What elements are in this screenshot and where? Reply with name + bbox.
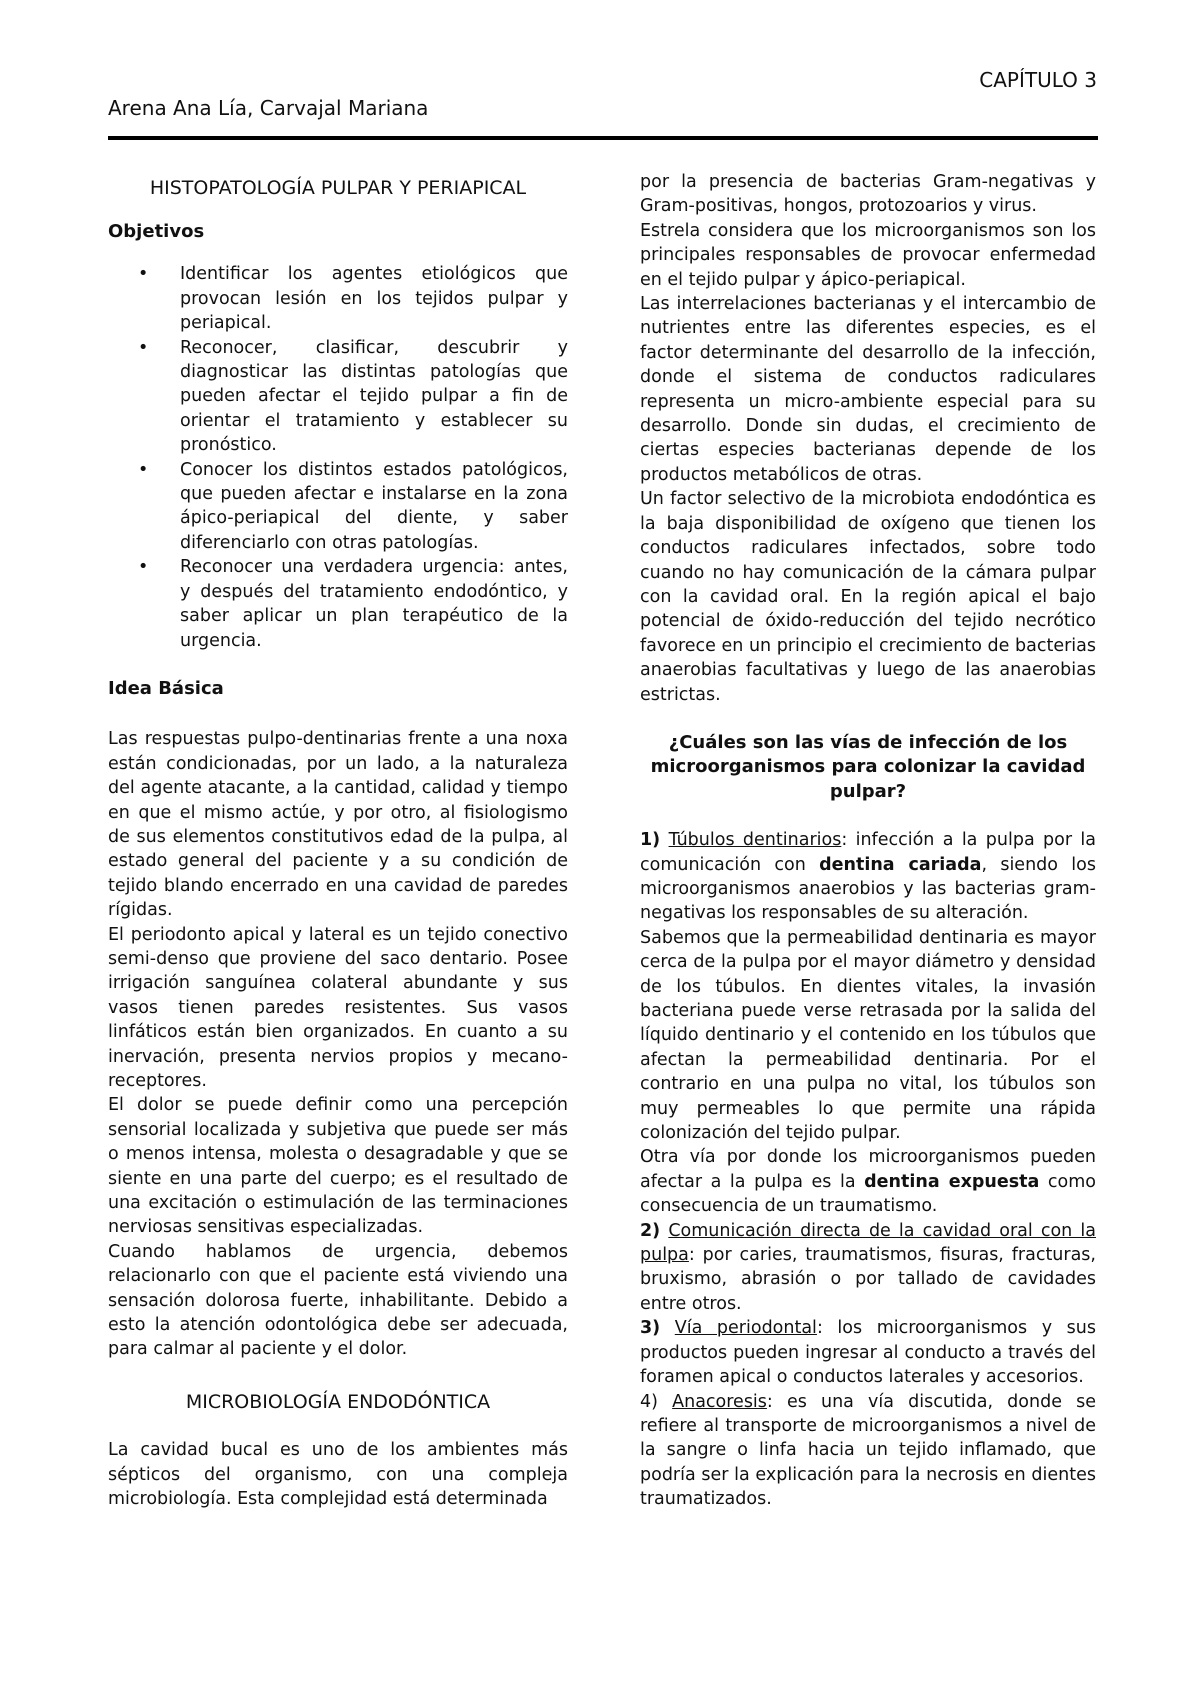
bullet-icon: • xyxy=(138,337,149,358)
route-item-1 xyxy=(640,828,1096,926)
chapter-label: CAPÍTULO 3 xyxy=(979,68,1097,92)
paragraph: La cavidad bucal es uno de los ambientes más sépticos del organismo, con una compleja microbiología. Esta complejidad está determinada xyxy=(108,1440,568,1510)
paragraph-exposed-dentin xyxy=(640,1145,1096,1218)
bullet-icon: • xyxy=(138,264,149,285)
bullet-icon: • xyxy=(138,557,149,578)
route-item-3 xyxy=(640,1316,1096,1389)
item-text: : por caries, traumatismos, fisuras, fracturas, bruxismo, abrasión o por tallado de cavidades entre otros. xyxy=(640,1245,1096,1314)
section-heading: MICROBIOLOGÍA ENDODÓNTICA xyxy=(185,1390,491,1413)
item-text: : infección a la pulpa por la comunicación con xyxy=(640,830,1096,875)
bold-term: dentina expuesta xyxy=(864,1171,1040,1192)
item-text: : los microorganismos y sus productos pueden ingresar al conducto a través del foramen apical o conductos laterales y accesorios. xyxy=(640,1318,1096,1388)
objetivos-heading: Objetivos xyxy=(108,221,205,242)
item-term: Túbulos dentinarios xyxy=(668,830,842,851)
item-number: 2) xyxy=(640,1220,661,1241)
objetivo-text: Reconocer, clasificar, descubrir y diagnosticar las distintas patologías que pueden afectar el tejido pulpar a fin de orientar el tratamiento y establecer su pronóstico. xyxy=(180,337,568,456)
bold-term: dentina cariada xyxy=(819,854,982,875)
objetivo-text: Conocer los distintos estados patológicos, que pueden afectar e instalarse en la zona ápico-periapical del diente, y saber diferenciarlo con otras patologías. xyxy=(180,459,568,553)
page-title: HISTOPATOLOGÍA PULPAR Y PERIAPICAL xyxy=(149,177,527,199)
question-heading: ¿Cuáles son las vías de infección de los microorganismos para colonizar la cavidad pulpar? xyxy=(650,731,1086,802)
paragraph: Las respuestas pulpo-dentinarias frente a una noxa están condicionadas, por un lado, a la naturaleza del agente atacante, a la cantidad, calidad y tiempo en que el mismo actúe, y por otro, al fisiologismo de sus elementos constitutivos edad de la pulpa, al estado general del paciente y a su condición de tejido blando encerrado en una cavidad de paredes rígidas. xyxy=(108,729,568,921)
list-item xyxy=(108,336,568,458)
bullet-icon: • xyxy=(138,459,149,480)
text: Otra vía por donde los microorganismos pueden afectar a la pulpa es la xyxy=(640,1147,1096,1192)
paragraph: El periodonto apical y lateral es un tejido conectivo semi-denso que proviene del saco dentario. Posee irrigación sanguínea colateral abundante y sus vasos tienen paredes resistentes. Sus vasos linfáticos están bien organizados. En cuanto a su inervación, presenta nervios propios y mecano-receptores. xyxy=(108,924,568,1091)
item-number: 4) xyxy=(640,1391,658,1412)
paragraph: Un factor selectivo de la microbiota endodóntica es la baja disponibilidad de oxígeno que tienen los conductos radiculares infectados, sobre todo cuando no hay comunicación de la cámara pulpar con la cavidad oral. En la región apical el bajo potencial de óxido-reducción del tejido necrótico favorece en un principio el crecimiento de bacterias anaerobias facultativas y luego de las anaerobias estrictas. xyxy=(640,489,1096,705)
objetivo-text: Identificar los agentes etiológicos que provocan lesión en los tejidos pulpar y periapical. xyxy=(180,264,568,334)
objetivo-text: Reconocer una verdadera urgencia: antes, y después del tratamiento endodóntico, y saber aplicar un plan terapéutico de la urgencia. xyxy=(180,557,568,651)
objetivos-list xyxy=(108,262,568,653)
route-item-2 xyxy=(640,1219,1096,1317)
right-column xyxy=(640,170,1096,1512)
paragraph: Las interrelaciones bacterianas y el intercambio de nutrientes entre las diferentes especies, es el factor determinante del desarrollo de la infección, donde el sistema de conductos radiculares representa un micro-ambiente especial para su desarrollo. Donde sin dudas, el crecimiento de ciertas especies bacterianas depende de los productos metabólicos de otras. xyxy=(640,294,1096,485)
item-term: Vía periodontal xyxy=(674,1318,817,1339)
authors: Arena Ana Lía, Carvajal Mariana xyxy=(108,96,429,120)
paragraph: Sabemos que la permeabilidad dentinaria es mayor cerca de la pulpa por el mayor diámetro y densidad de los túbulos. En dientes vitales, la invasión bacteriana puede verse retrasada por la salida del líquido dentinario y el contenido en los túbulos que afectan la permeabilidad dentinaria. Por el contrario en una pulpa no vital, los túbulos son muy permeables lo que permite una rápida colonización del tejido pulpar. xyxy=(640,927,1096,1144)
paragraph: El dolor se puede definir como una percepción sensorial localizada y subjetiva que puede ser más o menos intensa, molesta o desagradable y que se siente en una parte del cuerpo; es el resultado de una excitación o estimulación de las terminaciones nerviosas sensitivas especializadas. xyxy=(108,1095,568,1238)
paragraph: Estrela considera que los microorganismos son los principales responsables de provocar enfermedad en el tejido pulpar y ápico-periapical. xyxy=(640,220,1096,290)
item-number: 3) xyxy=(640,1318,661,1339)
paragraph: Cuando hablamos de urgencia, debemos relacionarlo con que el paciente está viviendo una sensación dolorosa fuerte, inhabilitante. Debido a esto la atención odontológica debe ser adecuada, para calmar al paciente y el dolor. xyxy=(108,1241,568,1360)
route-item-4 xyxy=(640,1390,1096,1512)
header-rule xyxy=(108,136,1098,140)
left-column xyxy=(108,170,568,1512)
text: como consecuencia de un traumatismo. xyxy=(640,1171,1096,1217)
idea-heading: Idea Básica xyxy=(108,677,224,699)
item-text: : es una vía discutida, donde se refiere al transporte de microorganismos a nivel de la sangre o linfa hacia un tejido inflamado, que podría ser la explicación para la necrosis en dientes traumatizados. xyxy=(640,1391,1096,1510)
item-term: Comunicación directa de la cavidad oral con la pulpa xyxy=(640,1220,1096,1266)
item-text: , siendo los microorganismos anaerobios y las bacterias gram-negativas los responsables de su alteración. xyxy=(640,854,1096,924)
list-item xyxy=(108,262,568,335)
list-item xyxy=(108,458,568,556)
item-number: 1) xyxy=(640,830,661,851)
paragraph: por la presencia de bacterias Gram-negativas y Gram-positivas, hongos, protozoarios y virus. xyxy=(640,172,1096,217)
list-item xyxy=(108,555,568,653)
item-term: Anacoresis xyxy=(672,1391,767,1412)
